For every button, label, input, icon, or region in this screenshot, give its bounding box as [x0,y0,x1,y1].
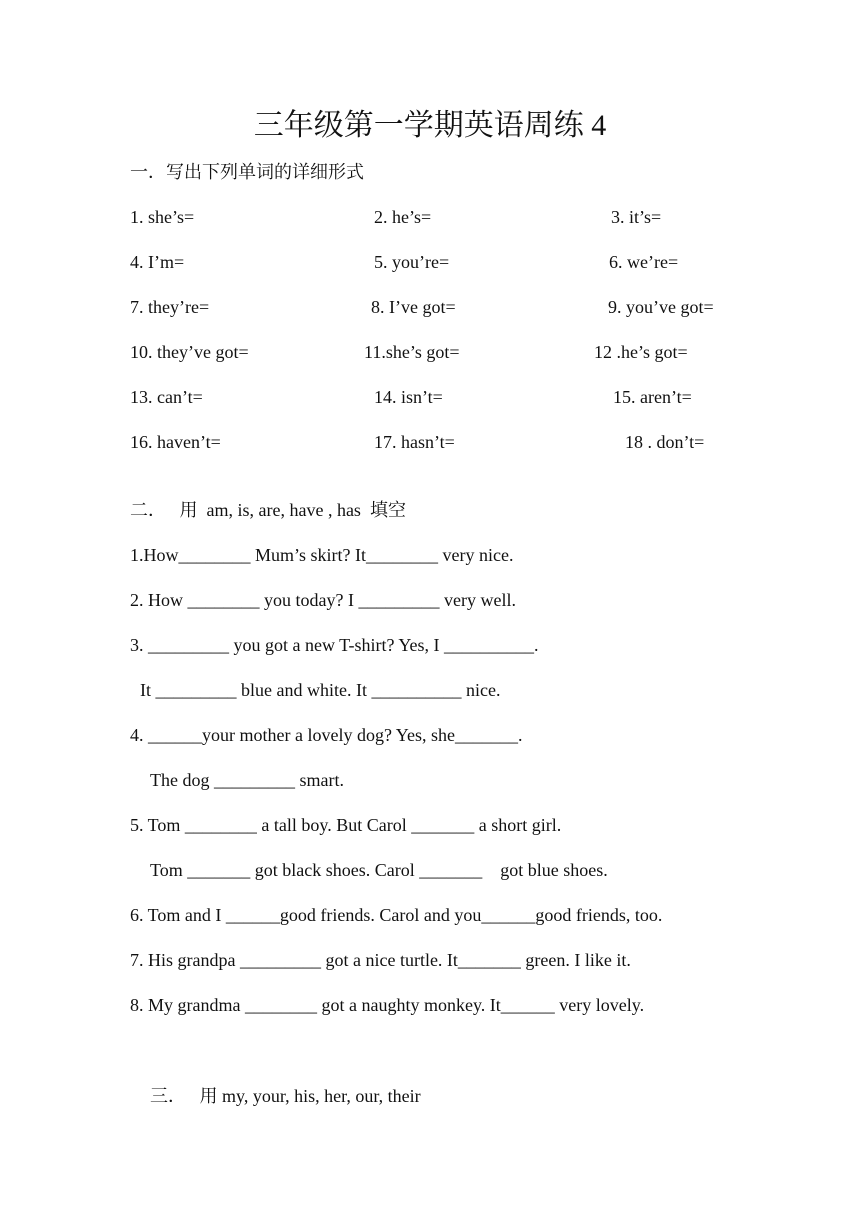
contraction-item: 14. isn’t= [374,387,443,407]
fill-blank-line: It _________ blue and white. It __________ nice. [140,680,501,700]
contraction-item: 8. I’ve got= [371,297,456,317]
fill-blank-line: 1.How________ Mum’s skirt? It________ very nice. [130,545,514,565]
contraction-item: 12 .he’s got= [594,342,688,362]
page-title: 三年级第一学期英语周练 4 [253,109,607,142]
fill-blank-line: 8. My grandma ________ got a naughty monkey. It______ very lovely. [130,995,645,1015]
contraction-item: 9. you’ve got= [608,297,714,317]
contraction-item: 5. you’re= [374,252,450,272]
fill-blank-line: 6. Tom and I ______good friends. Carol and you______good friends, too. [130,905,663,925]
section2-heading: 二． 用 am, is, are, have , has 填空 [130,500,406,520]
fill-blank-line: The dog _________ smart. [150,770,344,790]
contraction-item: 7. they’re= [130,297,210,317]
fill-blank-line: 3. _________ you got a new T-shirt? Yes, I __________. [130,635,539,655]
contraction-item: 11.she’s got= [364,342,460,362]
fill-blank-line: 7. His grandpa _________ got a nice turtle. It_______ green. I like it. [130,950,631,970]
contraction-item: 17. hasn’t= [374,432,455,452]
contraction-item: 13. can’t= [130,387,203,407]
contraction-item: 6. we’re= [609,252,679,272]
section3-heading: 三． 用 my, your, his, her, our, their [150,1086,421,1106]
contraction-item: 1. she’s= [130,207,195,227]
contraction-item: 10. they’ve got= [130,342,249,362]
fill-blank-line: 2. How ________ you today? I _________ very well. [130,590,516,610]
fill-blank-line: 4. ______your mother a lovely dog? Yes, she_______. [130,725,523,745]
contraction-item: 16. haven’t= [130,432,221,452]
contraction-item: 4. I’m= [130,252,185,272]
contraction-item: 2. he’s= [374,207,432,227]
section1-heading: 一．写出下列单词的详细形式 [130,162,364,182]
fill-blank-line: Tom _______ got black shoes. Carol _______ got blue shoes. [150,860,608,880]
contraction-item: 18 . don’t= [625,432,705,452]
contraction-item: 3. it’s= [611,207,662,227]
contraction-item: 15. aren’t= [613,387,692,407]
fill-blank-line: 5. Tom ________ a tall boy. But Carol _______ a short girl. [130,815,562,835]
